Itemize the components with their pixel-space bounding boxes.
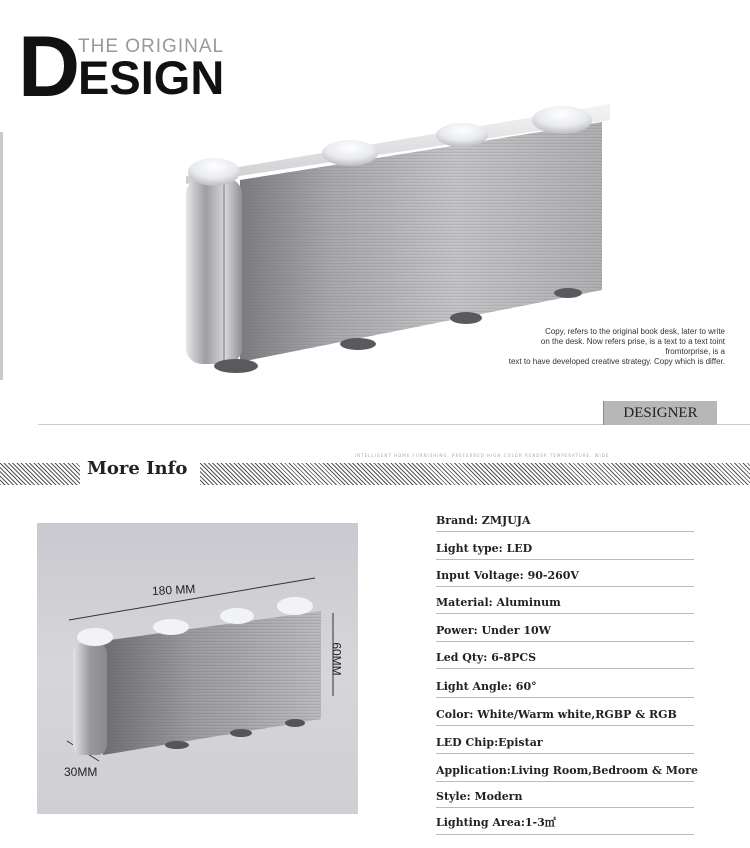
spec-text: Light type: LED (436, 542, 533, 555)
spec-text: Light Angle: 60° (436, 680, 537, 693)
dimension-height-label: 60MM (329, 642, 344, 676)
logo-tagline: THE ORIGINAL (78, 36, 225, 57)
spec-text: Lighting Area:1-3㎡ (436, 816, 556, 829)
banner-hatch-left (0, 463, 80, 485)
spec-text: Input Voltage: 90-260V (436, 569, 579, 582)
spec-row-style (436, 780, 694, 808)
caption-line: Copy, refers to the original book desk, later to write (545, 327, 725, 336)
spec-row-led-chip (436, 726, 694, 754)
spec-row-application (436, 754, 699, 782)
section-title: More Info (87, 458, 188, 479)
spec-row-color (436, 698, 694, 726)
spec-text: LED Chip:Epistar (436, 736, 543, 749)
banner-fine-print: INTELLIGENT HOME FURNISHING, PREFERRED HIGH-COLOR RENDER TEMPERATURE, WIDE (355, 453, 610, 458)
designer-tag: DESIGNER (603, 401, 717, 425)
logo-big-letter: D (18, 19, 79, 115)
caption-line: on the desk. Now refers prise, is a text to a text toint fromtorprise, is a (540, 337, 725, 356)
spec-row-light-type (436, 532, 694, 560)
dimension-depth-label: 30MM (64, 765, 98, 779)
spec-text: Power: Under 10W (436, 624, 552, 637)
spec-text: Brand: ZMJUJA (436, 514, 531, 527)
spec-text: Style: Modern (436, 790, 523, 803)
spec-row-light-angle (436, 670, 694, 698)
spec-row-material (436, 586, 694, 614)
spec-text: Application:Living Room,Bedroom & More (436, 764, 699, 777)
left-accent-bar (0, 132, 3, 380)
spec-text: Material: Aluminum (436, 596, 561, 609)
dimension-length-label: 180 MM (151, 581, 196, 599)
spec-row-led-qty (436, 641, 694, 669)
logo-word: ESIGN (78, 51, 225, 104)
spec-row-voltage (436, 559, 694, 587)
spec-row-power (436, 614, 694, 642)
product-caption (500, 327, 725, 367)
spec-text: Led Qty: 6-8PCS (436, 651, 537, 664)
caption-line: text to have developed creative strategy. Copy which is differ. (508, 357, 725, 366)
spec-row-brand (436, 504, 694, 532)
spec-row-lighting-area (436, 807, 694, 835)
spec-text: Color: White/Warm white,RGBP & RGB (436, 708, 677, 721)
banner-hatch-right (200, 463, 750, 485)
